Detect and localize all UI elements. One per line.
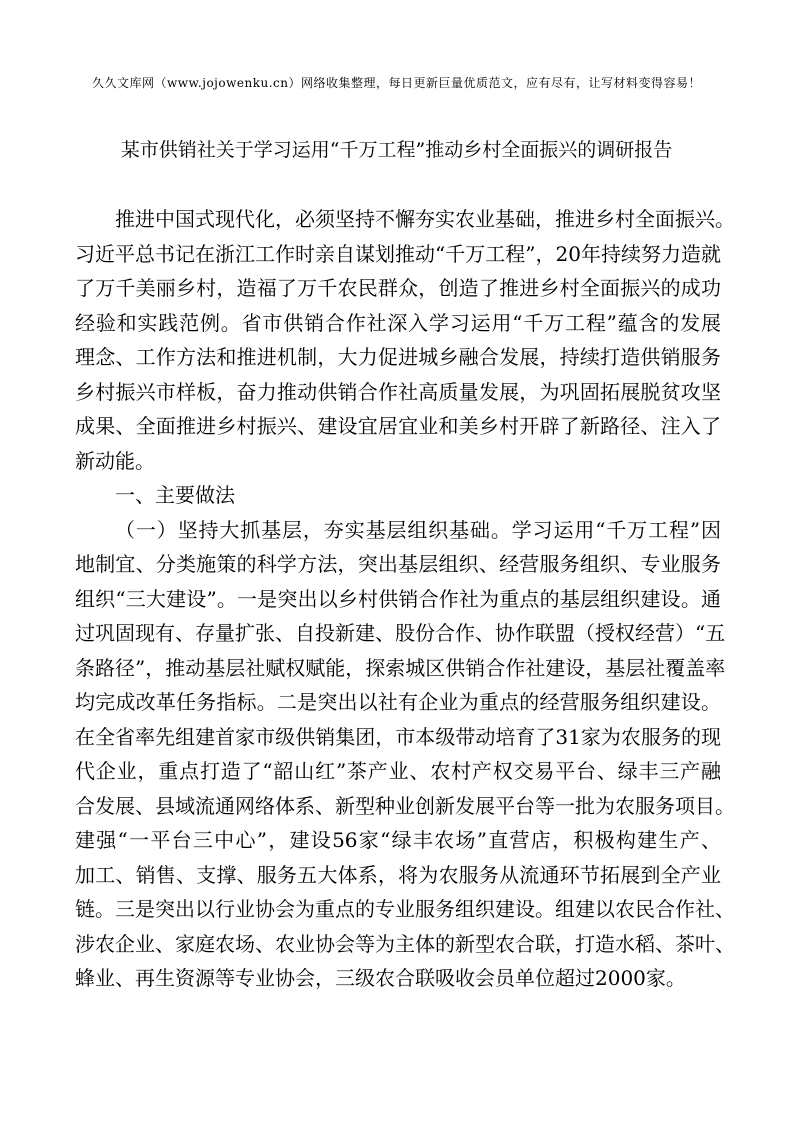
text-line: 习近平总书记在浙江工作时亲自谋划推动“千万工程”，20年持续努力造就 [75,241,721,266]
text-line: 组织“三大建设”。一是突出以乡村供销合作社为重点的基层组织建设。通 [75,586,721,611]
text-line: 均完成改革任务指标。二是突出以社有企业为重点的经营服务组织建设。 [75,690,721,714]
text-line: 加工、销售、支撑、服务五大体系，将为农服务从流通环节拓展到全产业 [75,862,721,887]
text-line: 成果、全面推进乡村振兴、建设宜居宜业和美乡村开辟了新路径、注入了 [75,414,721,438]
text-line: 过巩固现有、存量扩张、自投新建、股份合作、协作联盟（授权经营）“五 [75,621,726,645]
section-heading: 一、主要做法 [115,483,235,507]
text-line: 代企业，重点打造了“韶山红”茶产业、农村产权交易平台、绿丰三产融 [75,759,721,783]
text-line: 推进中国式现代化，必须坚持不懈夯实农业基础，推进乡村全面振兴。 [115,207,735,231]
text-line: 链。三是突出以行业协会为重点的专业服务组织建设。组建以农民合作社、 [75,897,735,921]
text-line: 合发展、县域流通网络体系、新型种业创新发展平台等一批为农服务项目。 [75,793,735,818]
text-line: （一）坚持大抓基层，夯实基层组织基础。学习运用“千万工程”因 [115,517,721,542]
text-line: 地制宜、分类施策的科学方法，突出基层组织、经营服务组织、专业服务 [75,552,721,576]
text-line: 了万千美丽乡村，造福了万千农民群众，创造了推进乡村全面振兴的成功 [75,276,721,300]
text-line: 建强“一平台三中心”，建设56家“绿丰农场”直营店，积极构建生产、 [75,828,721,852]
text-line: 乡村振兴市样板，奋力推动供销合作社高质量发展，为巩固拓展脱贫攻坚 [75,379,721,404]
text-line: 经验和实践范例。省市供销合作社深入学习运用“千万工程”蕴含的发展 [75,310,721,335]
text-line: 在全省率先组建首家市级供销集团，市本级带动培育了31家为农服务的现 [75,724,721,749]
text-line: 蜂业、再生资源等专业协会，三级农合联吸收会员单位超过2000家。 [75,966,686,990]
document-title: 某市供销社关于学习运用“千万工程”推动乡村全面振兴的调研报告 [120,139,673,161]
document-body [75,202,735,996]
text-line: 条路径”，推动基层社赋权赋能，探索城区供销合作社建设，基层社覆盖率 [75,655,726,680]
text-line: 理念、工作方法和推进机制，大力促进城乡融合发展，持续打造供销服务 [75,345,721,369]
text-line: 涉农企业、家庭农场、农业协会等为主体的新型农合联，打造水稻、茶叶、 [75,931,735,956]
text-line: 新动能。 [75,448,155,473]
page-header-note: 久久文库网（www.jojowenku.cn）网络收集整理，每日更新巨量优质范文，应有尽有，让写材料变得容易！ [92,76,701,90]
